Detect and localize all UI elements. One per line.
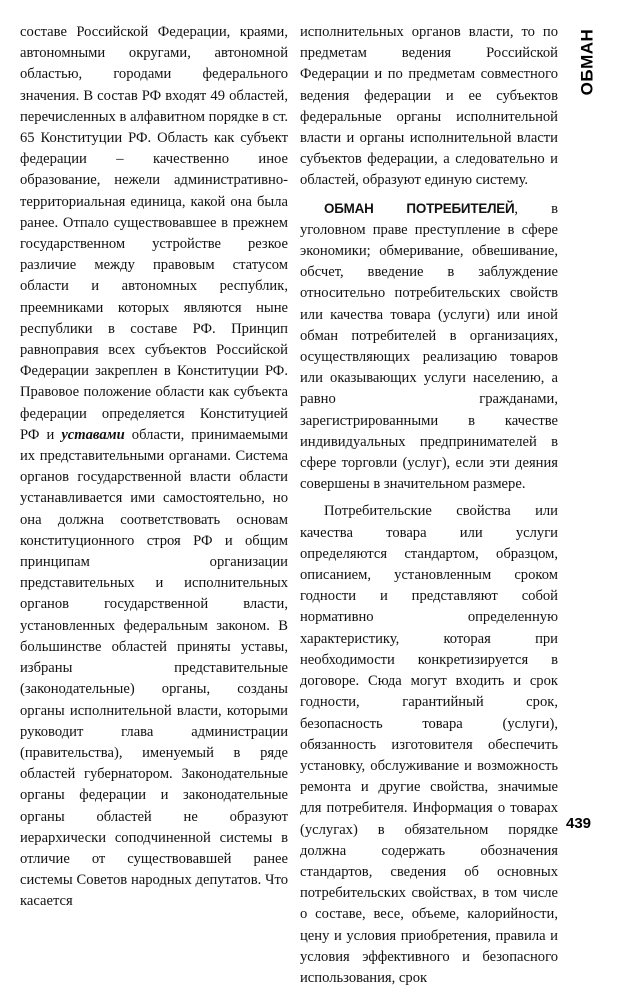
entry-definition: , в уголовном праве преступление в сфере экономики; обмеривание, обвешивание, обсчет, введение в заблуждение относительно потребительских свойств или качества товара (услуги) или иной обман потребителей в организациях, осуществляющих реализацию товаров или оказывающих услуги населению, а равно гражданами, зарегистрированными в качестве индивидуальных предпринимателей в сфере торговли (услуг), если эти деяния совершены в значительном размере. — [300, 200, 558, 493]
right-column — [300, 22, 558, 989]
right-paragraph-consumer-properties: Потребительские свойства или качества товара или услуги определяются стандартом, образцом, описанием, установленным сроком годности и представляют собой нормативно определенную характеристику, которая при необходимости конкретизируется в договоре. Сюда могут входить и срок годности, гарантийный срок, безопасность товара (услуги), обязанность изготовителя обеспечить установку, обслуживание и возможность ремонта и другие свойства, значимые для потребителя. Информация о товарах (услугах) в обязательном порядке должна содержать обозначения стандартов, сведения об основных потребительских свойствах, в том числе о составе, весе, объеме, калорийности, цену и условия приобретения, правила и условия эффективного и безопасного использования, срок — [300, 503, 558, 986]
right-paragraph-continuation: исполнительных органов власти, то по предметам ведения Российской Федерации и по предметам совместного ведения федерации и ее субъектов федеральные органы исполнительной власти и органы исполнительной власти субъектов федерации, а следовательно и областей, образуют единую систему. — [300, 24, 558, 189]
running-head-text: ОБМАН — [577, 28, 597, 96]
page-number: 439 — [566, 815, 592, 832]
left-paragraph-text-end: области, принимаемыми их представительными органами. Система органов государственной власти области устанавливается ими самостоятельно, но она должна соответствовать основам конституционного строя РФ и общим принципам организации представительных и исполнительных органов государственной власти, установленных федеральным законом. В большинстве областей приняты уставы, избраны представительные (законодательные) органы, созданы органы исполнительной власти, которыми руководит глава администрации (правительства), именуемый в ряде областей губернатором. Законодательные органы федерации и законодательные органы областей не образуют иерархически соподчиненной системы в отличие от существовавшей ранее системы Советов народных депутатов. Что касается — [20, 426, 288, 910]
left-paragraph-text-start: составе Российской Федерации, краями, автономными округами, автономной областью, городами федерального значения. В состав РФ входят 49 областей, перечисленных в алфавитном порядке в ст. 65 Конституции РФ. Область как субъект федерации – качественно иное образование, нежели административно-территориальная единица, какой она была ранее. Отпало существовавшее в прежнем государственном устройстве резкое различие между правовым статусом области и автономных республик, преемниками которых являются ныне республики в составе РФ. Принцип равноправия всех субъектов Российской Федерации закреплен в Конституции РФ. Правовое положение области как субъекта федерации определяется Конституцией РФ и — [20, 24, 288, 443]
dictionary-entry — [300, 198, 558, 496]
italic-term-ustavami: уставами — [61, 426, 125, 443]
left-column — [20, 22, 288, 913]
left-paragraph — [20, 22, 288, 913]
running-head — [572, 22, 602, 102]
entry-term-heading: ОБМАН ПОТРЕБИТЕЛЕЙ — [324, 200, 515, 216]
